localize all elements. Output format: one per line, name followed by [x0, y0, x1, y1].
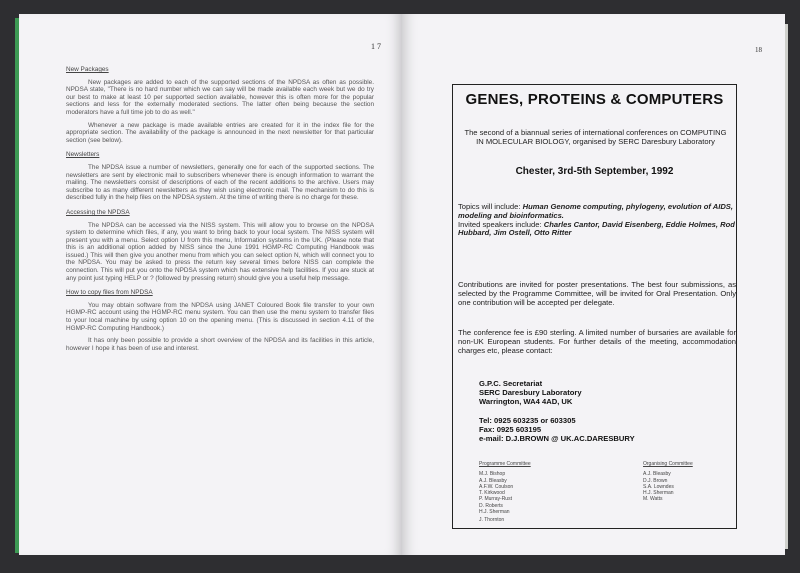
speakers-label: Invited speakers include:	[458, 219, 542, 229]
committee-member: P. Murray-Rust	[479, 496, 512, 503]
committee-member: H.J. Sherman	[643, 490, 674, 497]
section-heading: How to copy files from NPDSA	[66, 289, 153, 297]
announcement-title: GENES, PROTEINS & COMPUTERS	[465, 91, 724, 108]
conference-date: Chester, 3rd-5th September, 1992	[515, 166, 674, 177]
left-article	[66, 66, 374, 357]
paragraph: The NPDSA can be accessed via the NISS system. This will allow you to browse on the NPDSA system to determine which files, if any, you want to bring back to your local system. The NISS system will present you with a menu. Select option U from this menu, Information systems in the UK. (Please note that this is an additional option added by NISS since the June 1991 HGMP-RC Computing Handbook was issued.) This will then give you another menu from which you can select option N, which will connect you to the NPDSA. You may be asked to press the return key several times before NISS can complete the connection. This will put you onto the NPDSA system which has extensive help facilities. If you are stuck at any point just typing HELP or ? (followed by pressing return) should give you a useful help message.	[66, 221, 374, 282]
committee-heading: Programme Committee	[479, 461, 531, 467]
committee-member: M. Watts	[643, 496, 663, 503]
committee-heading: Organising Committee	[643, 461, 693, 467]
paragraph: You may obtain software from the NPDSA using JANET Coloured Book file transfer to your own HGMP-RC account using the HGMP-RC menu system. You can then use the menu system to transfer files to your local machine by using option 10 on the opening menu. (This is discussed in section 4.11 of the HGMP-RC Computing Handbook.)	[66, 301, 374, 332]
committee-member: M.J. Bishop	[479, 471, 506, 478]
right-page	[402, 14, 785, 555]
committee-member: A.J. Bleasby	[643, 471, 671, 478]
topics-list: Human Genome computing, phylogeny, evolution of AIDS, modeling and bioinformatics.	[458, 202, 733, 220]
paragraph: Whenever a new package is made available entries are created for it in the index file for the appropriate section. The availability of the package is announced in the next newsletter for that particular section (see below).	[66, 121, 374, 144]
section-heading: New Packages	[66, 66, 109, 73]
committee-member: A.F.W. Coulson	[479, 483, 514, 490]
organising-committee	[643, 461, 693, 503]
committee-member: H.J. Sherman	[479, 509, 510, 516]
speakers-list: Charles Cantor, David Eisenberg, Eddie Holmes, Rod Hubbard, Jim Ostell, Otto Ritter	[458, 219, 735, 238]
paragraph: It has only been possible to provide a short overview of the NPDSA and its facilities in this article, however I hope it has been of use and interest.	[66, 337, 374, 352]
section-heading: Newsletters	[66, 151, 100, 159]
contact-line: G.P.C. Secretariat	[479, 379, 543, 388]
contributions-paragraph: Contributions are invited for poster presentations. The best four submissions, as selected by the Programme Committee, will be invited for Oral Presentation. Only one contribution will be accepted per delegate.	[458, 280, 736, 307]
announcement-intro: The second of a biannual series of international conferences on COMPUTING IN MOLECULAR BIOLOGY, organised by SERC Daresbury Laboratory	[464, 128, 727, 146]
right-page-number: 18	[755, 46, 762, 54]
programme-committee	[479, 461, 531, 524]
conference-announcement	[452, 84, 737, 529]
committee-member: D. Roberts	[479, 502, 503, 509]
fee-paragraph: The conference fee is £90 sterling. A limited number of bursaries are available for non-UK European students. For further details of the meeting, accommodation charges etc, please contact:	[458, 328, 736, 355]
contact-address	[479, 379, 582, 406]
telephone: Tel: 0925 603235 or 603305	[479, 416, 576, 425]
committee-member: T. Kirkwood	[479, 490, 505, 497]
contact-line: SERC Daresbury Laboratory	[479, 388, 582, 397]
email: e-mail: D.J.BROWN @ UK.AC.DARESBURY	[479, 434, 635, 443]
fax: Fax: 0925 603195	[479, 425, 542, 434]
left-page-number: 1 7	[371, 42, 381, 51]
paragraph: The NPDSA issue a number of newsletters, generally one for each of the supported sections. The newsletters are sent by electronic mail to subscribers whenever there is enough information to warrant the mailing. The newsletters consist of descriptions of each of the recent additions to the archive. Users may subscribe to as many different newsletters as they wish using electronic mail. The mechanism to do this is described fully in the help files on the NPDSA system. At the time of writing there is no charge for these.	[66, 163, 374, 202]
topics-and-speakers	[458, 203, 736, 238]
committee-member: D.J. Brown	[643, 477, 668, 484]
left-page	[19, 14, 402, 555]
topics-label: Topics will include:	[458, 202, 521, 211]
page-edge	[785, 24, 788, 549]
section-heading: Accessing the NPDSA	[66, 208, 130, 216]
contact-line: Warrington, WA4 4AD, UK	[479, 397, 573, 406]
committee-member: S.A. Lowndes	[643, 483, 674, 490]
contact-numbers	[479, 416, 635, 443]
committee-member: J. Thornton	[479, 517, 505, 524]
committee-member: A.J. Bleasby	[479, 477, 507, 484]
paragraph: New packages are added to each of the supported sections of the NPDSA as often as possible. NPDSA state, "There is no hard number which we can say will be made available each week but we do try our best to make at least 10 per supported section available, however this is often more for the popular sections and less for the externally moderated sections. The latter often being because the section moderators have a full time job to do as well."	[66, 78, 374, 116]
